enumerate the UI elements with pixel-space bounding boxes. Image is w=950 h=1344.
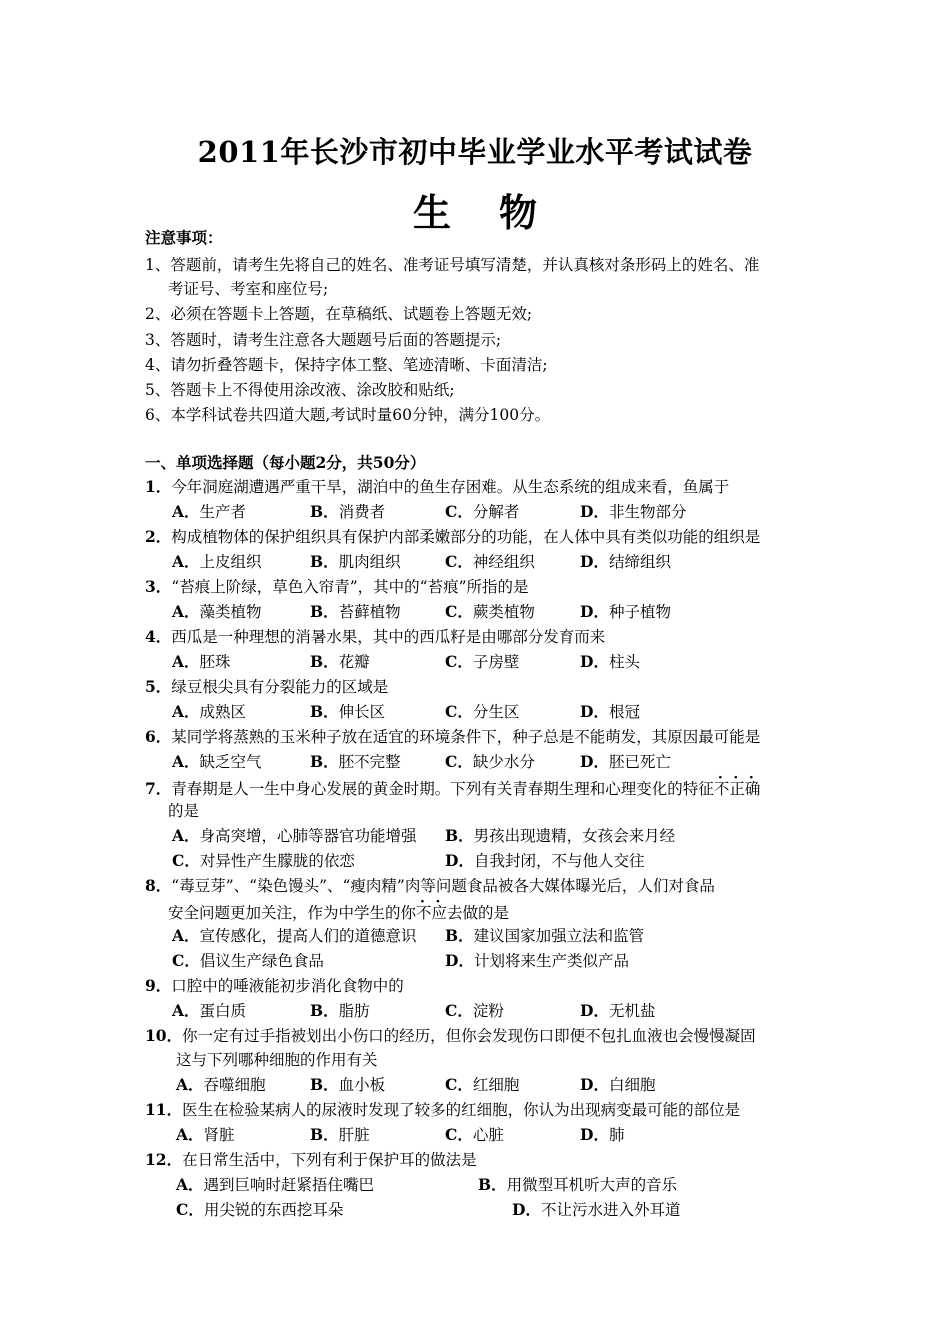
option-c <box>445 702 519 722</box>
option-letter: D． <box>580 1001 609 1020</box>
option-c <box>445 1001 504 1021</box>
option-letter: B． <box>310 602 339 621</box>
option-c <box>445 1075 519 1095</box>
text-span: 遇到巨响时赶紧捂住嘴巴 <box>203 1176 375 1194</box>
option-a <box>176 1175 374 1195</box>
text-span: 应 <box>431 904 448 922</box>
option-letter: C． <box>445 502 473 521</box>
option-letter: C． <box>445 1001 473 1020</box>
text-span: 吞噬细胞 <box>203 1076 266 1094</box>
option-letter: B． <box>310 502 339 521</box>
text-span: 某同学将蒸熟的玉米种子放在适宜的环境条件下，种子总是不能萌发，其原因最可能是 <box>171 728 761 746</box>
option-letter: A． <box>172 1001 200 1020</box>
option-letter: B． <box>445 926 474 945</box>
question-6 <box>145 727 760 747</box>
option-letter: C． <box>445 702 473 721</box>
question-1 <box>145 477 729 497</box>
text-span: 构成植物体的保护组织具有保护内部柔嫩部分的功能，在人体中具有类似功能的组织是 <box>171 528 761 546</box>
text-span: 肾脏 <box>203 1126 235 1144</box>
text-span: 倡议生产绿色食品 <box>199 952 324 970</box>
text-span: 结缔组织 <box>608 553 671 571</box>
option-b <box>310 602 401 622</box>
text-span: 用微型耳机听大声的音乐 <box>506 1176 678 1194</box>
text-span: 你一定有过手指被划出小伤口的经历，但你会发现伤口即便不包扎血液也会慢慢凝固 <box>182 1027 756 1045</box>
question-number: 12． <box>145 1150 183 1169</box>
text-span: 非生物部分 <box>608 503 687 521</box>
option-letter: D． <box>445 851 474 870</box>
option-b <box>445 926 644 946</box>
option-c <box>172 851 355 871</box>
option-d <box>512 1200 680 1220</box>
text-span: 肌肉组织 <box>338 553 401 571</box>
text-span: 不 <box>713 780 730 798</box>
option-letter: C． <box>445 752 473 771</box>
option-a <box>172 1001 246 1021</box>
text-span: 在日常生活中，下列有利于保护耳的做法是 <box>182 1151 477 1169</box>
option-a <box>172 826 417 846</box>
text-span: 子房壁 <box>472 653 520 671</box>
question-number: 6． <box>145 727 172 746</box>
option-b <box>310 702 385 722</box>
option-letter: D． <box>580 602 609 621</box>
text-span: “苔痕上阶绿，草色入帘青”，其中的“苔痕”所指的是 <box>171 578 529 596</box>
option-letter: C． <box>445 602 473 621</box>
text-span: 绿豆根尖具有分裂能力的区域是 <box>171 678 389 696</box>
option-c <box>445 502 519 522</box>
text-span: 成熟区 <box>199 703 247 721</box>
option-letter: A． <box>172 602 200 621</box>
option-d <box>445 951 629 971</box>
text-span: 白细胞 <box>608 1076 656 1094</box>
text-span: 花瓣 <box>338 653 370 671</box>
option-letter: D． <box>580 502 609 521</box>
text-span: 口腔中的唾液能初步消化食物中的 <box>171 977 404 995</box>
option-letter: A． <box>172 752 200 771</box>
option-c <box>445 1125 504 1145</box>
question-9 <box>145 976 404 996</box>
text-span: 用尖锐的东西挖耳朵 <box>203 1201 344 1219</box>
text-span: 蛋白质 <box>199 1002 247 1020</box>
text-span: 身高突增，心肺等器官功能增强 <box>199 827 417 845</box>
exam-title: 2011年长沙市初中毕业学业水平考试试卷 <box>197 135 753 169</box>
text-span: 男孩出现遗精，女孩会来月经 <box>473 827 676 845</box>
question-number: 8． <box>145 876 172 895</box>
option-letter: A． <box>172 502 200 521</box>
option-a <box>172 702 246 722</box>
option-c <box>445 602 535 622</box>
text-span: 胚珠 <box>199 653 231 671</box>
text-span: 上皮组织 <box>199 553 262 571</box>
option-a <box>172 926 417 946</box>
option-letter: D． <box>580 752 609 771</box>
option-b <box>310 552 401 572</box>
notice-item: 2、必须在答题卡上答题，在草稿纸、试题卷上答题无效; <box>145 305 533 323</box>
option-letter: B． <box>310 1001 339 1020</box>
option-c <box>445 752 535 772</box>
question-number: 3． <box>145 577 172 596</box>
option-letter: B． <box>310 1125 339 1144</box>
text-span: 缺少水分 <box>472 753 535 771</box>
question-4 <box>145 627 605 647</box>
question-7-cont: 的是 <box>168 802 200 820</box>
option-d <box>580 1125 624 1145</box>
option-letter: D． <box>445 951 474 970</box>
option-c <box>172 951 324 971</box>
text-span: 胚不完整 <box>338 753 401 771</box>
text-span: 胚已死亡 <box>608 753 671 771</box>
option-b <box>310 652 370 672</box>
question-number: 10． <box>145 1026 183 1045</box>
option-letter: A． <box>172 652 200 671</box>
subject-char-2: 物 <box>499 190 538 235</box>
question-number: 5． <box>145 677 172 696</box>
option-letter: D． <box>580 652 609 671</box>
option-letter: A． <box>172 826 200 845</box>
option-d <box>580 1001 655 1021</box>
text-span: 医生在检验某病人的尿液时发现了较多的红细胞，你认为出现病变最可能的部位是 <box>182 1101 741 1119</box>
question-2 <box>145 527 760 547</box>
question-3 <box>145 577 529 597</box>
option-a <box>172 502 246 522</box>
question-number: 9． <box>145 976 172 995</box>
option-a <box>172 552 262 572</box>
text-span: 去做的是 <box>447 904 510 922</box>
text-span: 分生区 <box>472 703 520 721</box>
option-letter: A． <box>172 926 200 945</box>
text-span: 建议国家加强立法和监管 <box>473 927 645 945</box>
option-letter: B． <box>310 652 339 671</box>
option-letter: D． <box>580 1125 609 1144</box>
subject-title <box>0 182 950 237</box>
text-span: 肺 <box>608 1126 625 1144</box>
text-span: 生产者 <box>199 503 247 521</box>
question-10 <box>145 1026 756 1046</box>
option-c <box>176 1200 343 1220</box>
question-5 <box>145 677 388 697</box>
option-a <box>176 1075 266 1095</box>
option-c <box>445 552 535 572</box>
question-11 <box>145 1100 740 1120</box>
question-text: 今年洞庭湖遭遇严重干旱，湖泊中的鱼生存困难。从生态系统的组成来看，鱼属于 <box>171 478 730 496</box>
text-span: 青春期是人一生中身心发展的黄金时期。下列有关青春期生理和心理变化的特征 <box>171 780 714 798</box>
question-number: 2． <box>145 527 172 546</box>
option-d <box>580 702 640 722</box>
option-a <box>172 602 262 622</box>
option-letter: C． <box>445 1075 473 1094</box>
option-letter: C． <box>445 552 473 571</box>
question-7 <box>145 779 760 799</box>
option-letter: A． <box>176 1075 204 1094</box>
text-span: 宣传感化，提高人们的道德意识 <box>199 927 417 945</box>
option-letter: B． <box>310 752 339 771</box>
notice-item: 4、请勿折叠答题卡，保持字体工整、笔迹清晰、卡面清洁; <box>145 356 548 374</box>
option-a <box>172 652 231 672</box>
text-span: 西瓜是一种理想的消暑水果，其中的西瓜籽是由哪部分发育而来 <box>171 628 606 646</box>
text-span: 脂肪 <box>338 1002 370 1020</box>
notice-item: 1、答题前，请考生先将自己的姓名、准考证号填写清楚，并认真核对条形码上的姓名、准 <box>145 256 760 274</box>
option-d <box>580 502 686 522</box>
option-letter: C． <box>445 1125 473 1144</box>
text-span: 伸长区 <box>338 703 386 721</box>
question-number: 11． <box>145 1100 183 1119</box>
section-heading: 一、单项选择题（每小题2分，共50分） <box>145 453 426 472</box>
question-number: 1． <box>145 477 172 496</box>
subject-char-1: 生 <box>412 190 451 235</box>
option-b <box>310 1075 385 1095</box>
text-span: 正 <box>729 780 745 798</box>
option-d <box>580 652 640 672</box>
option-b <box>478 1175 677 1195</box>
notice-item: 考证号、考室和座位号; <box>168 280 329 298</box>
option-letter: C． <box>172 851 200 870</box>
question-number: 4． <box>145 627 172 646</box>
option-a <box>172 752 262 772</box>
text-span: 消费者 <box>338 503 386 521</box>
option-letter: C． <box>176 1200 204 1219</box>
text-span: 无机盐 <box>608 1002 656 1020</box>
question-12 <box>145 1150 477 1170</box>
option-a <box>176 1125 235 1145</box>
option-letter: B． <box>445 826 474 845</box>
text-span: 种子植物 <box>608 603 671 621</box>
notice-heading: 注意事项： <box>145 228 223 247</box>
text-span: 肝脏 <box>338 1126 370 1144</box>
option-b <box>310 752 401 772</box>
option-b <box>310 1125 370 1145</box>
text-span: 神经组织 <box>472 553 535 571</box>
option-b <box>310 502 385 522</box>
option-letter: C． <box>445 652 473 671</box>
option-letter: A． <box>176 1125 204 1144</box>
option-d <box>580 1075 655 1095</box>
text-span: 对异性产生朦胧的依恋 <box>199 852 355 870</box>
option-letter: A． <box>176 1175 204 1194</box>
question-8-cont <box>168 903 509 923</box>
option-letter: B． <box>310 702 339 721</box>
option-letter: D． <box>580 1075 609 1094</box>
text-span: 计划将来生产类似产品 <box>473 952 629 970</box>
question-8 <box>145 876 715 896</box>
notice-item: 6、本学科试卷共四道大题,考试时量60分钟，满分100分。 <box>145 406 551 424</box>
option-letter: A． <box>172 702 200 721</box>
text-span: “毒豆芽”、“染色馒头”、“瘦肉精”肉等问题食品被各大媒体曝光后，人们对食品 <box>171 877 715 895</box>
text-span: 藻类植物 <box>199 603 262 621</box>
option-b <box>310 1001 370 1021</box>
option-letter: D． <box>580 552 609 571</box>
text-span: 柱头 <box>608 653 640 671</box>
option-letter: A． <box>172 552 200 571</box>
text-span: 红细胞 <box>472 1076 520 1094</box>
notice-item: 3、答题时，请考生注意各大题题号后面的答题提示; <box>145 331 502 349</box>
text-span: 血小板 <box>338 1076 386 1094</box>
option-d <box>580 552 671 572</box>
notice-item: 5、答题卡上不得使用涂改液、涂改胶和贴纸; <box>145 381 455 399</box>
option-d <box>580 602 671 622</box>
option-letter: D． <box>580 702 609 721</box>
text-span: 缺乏空气 <box>199 753 262 771</box>
text-span: 安全问题更加关注，作为中学生的你 <box>168 904 417 922</box>
text-span: 根冠 <box>608 703 640 721</box>
text-span: 不 <box>416 904 432 922</box>
text-span: 苔藓植物 <box>338 603 401 621</box>
text-span: 自我封闭，不与他人交往 <box>473 852 645 870</box>
text-span: 分解者 <box>472 503 520 521</box>
text-span: 蕨类植物 <box>472 603 535 621</box>
text-span: 淀粉 <box>472 1002 504 1020</box>
question-10-cont: 这与下列哪种细胞的作用有关 <box>176 1051 378 1069</box>
text-span: 心脏 <box>472 1126 504 1144</box>
option-d <box>445 851 644 871</box>
option-letter: B． <box>478 1175 507 1194</box>
text-span: 不让污水进入外耳道 <box>540 1201 681 1219</box>
question-number: 7． <box>145 779 172 798</box>
text-span: 确 <box>744 780 761 798</box>
option-letter: C． <box>172 951 200 970</box>
option-c <box>445 652 519 672</box>
option-b <box>445 826 675 846</box>
option-letter: B． <box>310 1075 339 1094</box>
option-letter: B． <box>310 552 339 571</box>
option-letter: D． <box>512 1200 541 1219</box>
option-d <box>580 752 671 772</box>
